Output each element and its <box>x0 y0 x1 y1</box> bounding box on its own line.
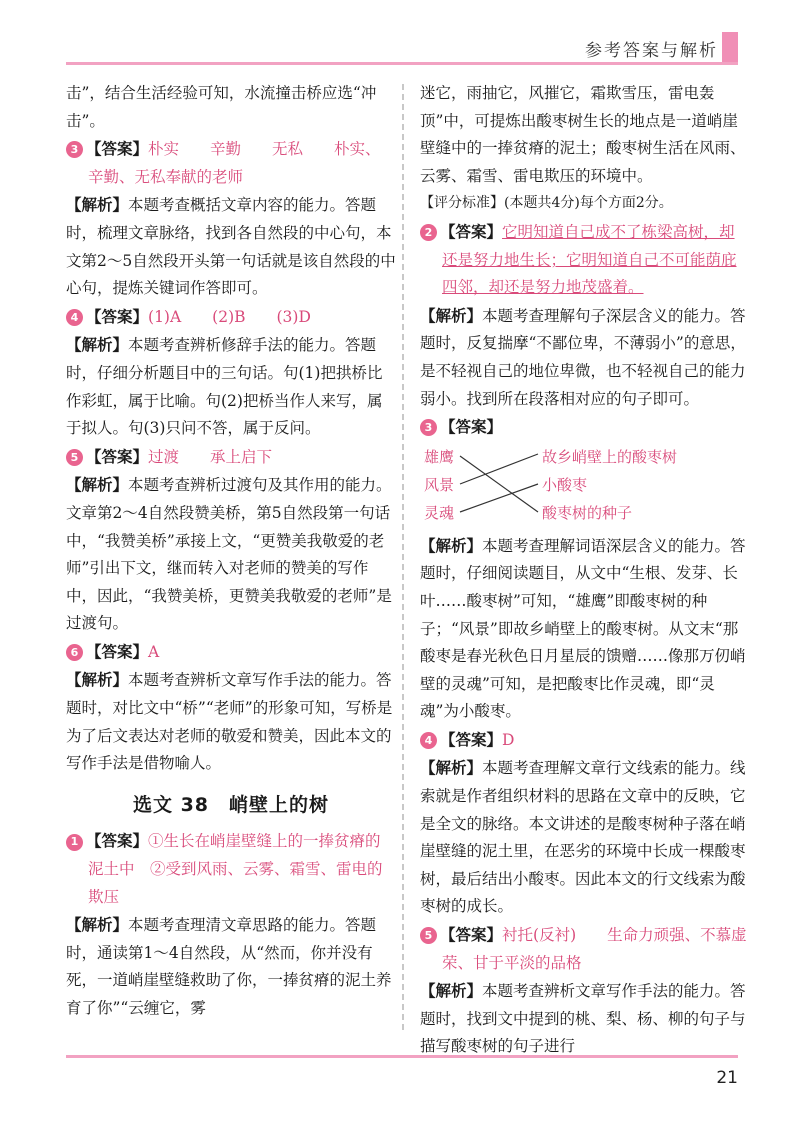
s2-answer: 2 【答案】它明知道自己成不了栋梁高树，却还是努力地生长；它明知道自己不可能荫庇四邻，却还是努力地茂盛着。 <box>420 218 750 302</box>
q3-answer-text: 朴实 辛勤 无私 朴实、辛勤、无私奉献的老师 <box>88 140 381 186</box>
s3-answer: 3 【答案】 <box>420 413 750 442</box>
s2-analysis: 【解析】本题考查理解句子深层含义的能力。答题时，反复揣摩“不鄙位卑，不薄弱小”的意思，是不轻视自己的地位卑微，也不轻视自己的能力弱小。找到所在段落相对应的句子即可。 <box>420 305 746 408</box>
q5-answer-text: 过渡 承上启下 <box>148 447 273 466</box>
s4-answer-text: D <box>502 730 515 749</box>
header-title: 参考答案与解析 <box>585 41 718 61</box>
intro-text: 击”，结合生活经验可知，水流撞击桥应选“冲击”。 <box>66 84 377 130</box>
q4-answer-text: (1)A (2)B (3)D <box>148 307 311 326</box>
page-header <box>66 32 738 66</box>
s5-number-icon: 5 <box>420 927 437 944</box>
header-accent-box <box>722 32 738 62</box>
q3-analysis: 【解析】本题考查概括文章内容的能力。答题时，梳理文章脉络，找到各自然段的中心句，本文第2～5自然段开头第一句话就是该自然段的中心句，提炼关键词作答即可。 <box>66 195 396 298</box>
s1-answer-text: ①生长在峭崖壁缝上的一捧贫瘠的泥土中 ②受到风雨、云雾、霜雪、雷电的欺压 <box>88 832 383 906</box>
match-lines <box>424 444 544 530</box>
matching-diagram <box>424 444 750 530</box>
match-right-term: 小酸枣 <box>542 475 588 494</box>
q6-analysis: 【解析】本题考查辨析文章写作手法的能力。答题时，对比文中“桥”“老师”的形象可知，写桥是为了后文表达对老师的敬爱和赞美，因此本文的写作手法是借物喻人。 <box>66 670 393 773</box>
s1-analysis-continued: 迷它，雨抽它，风摧它，霜欺雪压，雷电轰顶”中，可提炼出酸枣树生长的地点是一道峭崖壁缝中的一捧贫瘠的泥土；酸枣树生活在风雨、云雾、霜雪、雷电欺压的环境中。 <box>420 84 746 185</box>
q4-number-icon: 4 <box>66 309 83 326</box>
section-title: 选文 38 峭壁上的树 <box>132 793 330 816</box>
s1-number-icon: 1 <box>66 834 83 851</box>
q5-answer: 5 【答案】过渡 承上启下 <box>66 443 396 472</box>
left-column <box>66 80 396 1023</box>
page-number: 21 <box>716 1068 738 1088</box>
right-column <box>420 80 750 1061</box>
s5-analysis: 【解析】本题考查辨析文章写作手法的能力。答题时，找到文中提到的桃、梨、杨、柳的句子与描写酸枣树的句子进行 <box>420 981 746 1056</box>
scoring-note: 【评分标准】(本题共4分)每个方面2分。 <box>420 195 673 212</box>
s2-answer-text: 它明知道自己成不了栋梁高树，却还是努力地生长；它明知道自己不可能荫庇四邻，却还是努力地茂盛着。 <box>442 222 737 297</box>
match-line <box>460 456 538 512</box>
header-rule <box>66 62 738 65</box>
match-left-term: 雄鹰 <box>424 447 455 466</box>
s3-number-icon: 3 <box>420 419 437 436</box>
s2-number-icon: 2 <box>420 224 437 241</box>
s1-answer: 1 【答案】①生长在峭崖壁缝上的一捧贫瘠的泥土中 ②受到风雨、云雾、霜雪、雷电的欺压 <box>66 827 396 911</box>
match-line <box>460 454 538 484</box>
s1-analysis: 【解析】本题考查理清文章思路的能力。答题时，通读第1～4自然段，从“然而，你并没有死，一道峭崖壁缝救助了你，一捧贫瘠的泥土养育了你”“云缠它，雾 <box>66 915 392 1017</box>
s5-answer: 5 【答案】衬托(反衬) 生命力顽强、不慕虚荣、甘于平淡的品格 <box>420 921 750 977</box>
match-right-term: 酸枣树的种子 <box>542 503 633 522</box>
match-left-term: 风景 <box>424 475 455 494</box>
s3-analysis: 【解析】本题考查理解词语深层含义的能力。答题时，仔细阅读题目，从文中“生根、发芽、长叶……酸枣树”可知，“雄鹰”即酸枣树的种子；“风景”即故乡峭壁上的酸枣树。从文末“那酸枣是春光秋色日月星辰的馈赠……像那万仞峭壁的灵魂”可知，是把酸枣比作灵魂，即“灵魂”为小酸枣。 <box>420 535 746 721</box>
column-divider <box>402 84 404 1030</box>
q3-number-icon: 3 <box>66 141 83 158</box>
s4-number-icon: 4 <box>420 732 437 749</box>
q6-answer-text: A <box>148 642 160 661</box>
match-right-term: 故乡峭壁上的酸枣树 <box>542 447 678 466</box>
match-line <box>460 484 538 512</box>
match-left-term: 灵魂 <box>424 503 455 522</box>
footer-rule <box>66 1055 738 1058</box>
q6-number-icon: 6 <box>66 644 83 661</box>
q5-analysis: 【解析】本题考查辨析过渡句及其作用的能力。文章第2～4自然段赞美桥，第5自然段第一句话中，“我赞美桥”承接上文，“更赞美我敬爱的老师”引出下文，继而转入对老师的赞美的写作中，因此，“我赞美桥，更赞美我敬爱的老师”是过渡句。 <box>66 475 392 633</box>
q3-answer: 3 【答案】朴实 辛勤 无私 朴实、辛勤、无私奉献的老师 <box>66 135 396 191</box>
q6-answer: 6 【答案】A <box>66 638 396 667</box>
s4-answer: 4 【答案】D <box>420 726 750 755</box>
q4-analysis: 【解析】本题考查辨析修辞手法的能力。答题时，仔细分析题目中的三句话。句(1)把拱桥比作彩虹，属于比喻。句(2)把桥当作人来写，属于拟人。句(3)只问不答，属于反问。 <box>66 335 383 438</box>
s5-answer-text: 衬托(反衬) 生命力顽强、不慕虚荣、甘于平淡的品格 <box>442 926 747 972</box>
q4-answer: 4 【答案】(1)A (2)B (3)D <box>66 303 396 332</box>
s4-analysis: 【解析】本题考查理解文章行文线索的能力。线索就是作者组织材料的思路在文章中的反映，它是全文的脉络。本文讲述的是酸枣树种子落在峭崖壁缝的泥土里，在恶劣的环境中长成一棵酸枣树，最后结出小酸枣。因此本文的行文线索为酸枣树的成长。 <box>420 758 746 916</box>
q5-number-icon: 5 <box>66 449 83 466</box>
